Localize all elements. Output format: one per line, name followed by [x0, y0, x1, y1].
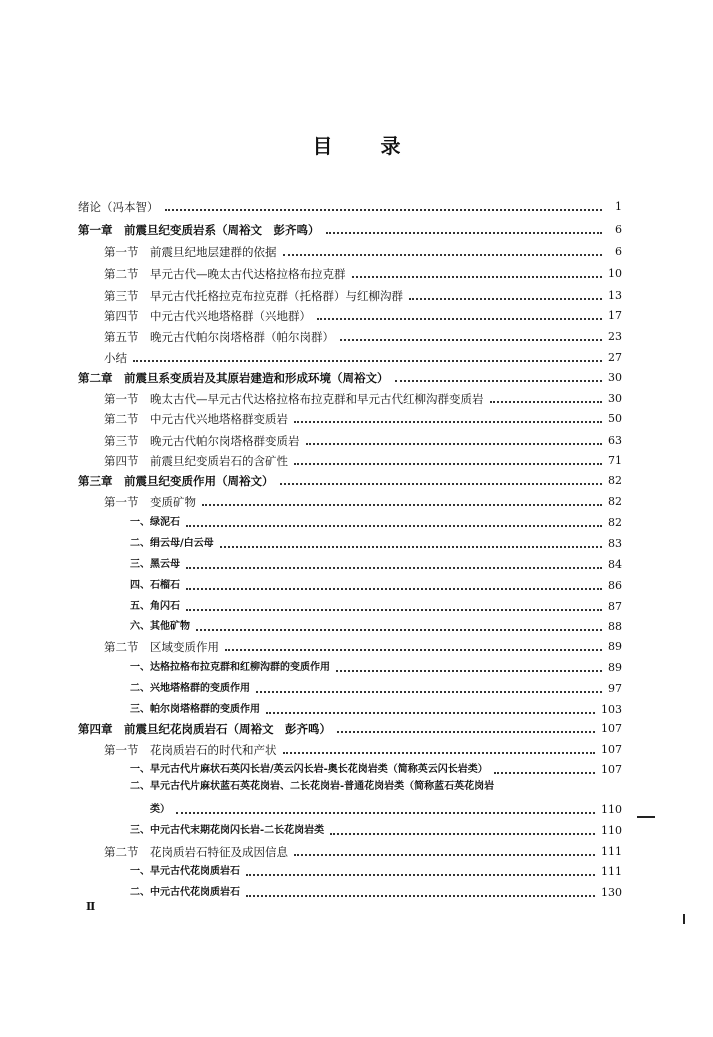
toc-entry-title: 四、石榴石	[130, 580, 180, 591]
leader-dots	[186, 567, 602, 569]
toc-page-number: 110	[601, 824, 622, 837]
leader-dots	[326, 232, 603, 234]
leader-dots	[336, 670, 602, 672]
toc-entry-subsection[interactable]	[130, 859, 622, 879]
toc-entry-title: 一、早元古代花岗质岩石	[130, 866, 240, 877]
leader-dots	[196, 629, 602, 631]
leader-dots	[246, 895, 595, 897]
toc-entry-chapter-2[interactable]	[78, 365, 622, 385]
scan-mark	[683, 914, 685, 924]
toc-entry-title: 第四节 前震旦纪变质岩石的含矿性	[104, 454, 288, 468]
toc-entry-title: 第三节 早元古代托格拉克布拉克群（托格群）与红柳沟群	[104, 289, 403, 303]
toc-page-number: 13	[608, 289, 622, 302]
toc-entry-subsection[interactable]	[130, 697, 622, 717]
toc-entry-title: 一、达格拉格布拉克群和红柳沟群的变质作用	[130, 662, 330, 673]
toc-entry-title: 第二节 中元古代兴地塔格群变质岩	[104, 412, 288, 426]
toc-entry-title: 二、兴地塔格群的变质作用	[130, 683, 250, 694]
leader-dots	[186, 588, 602, 590]
toc-entry-title: 三、黑云母	[130, 559, 180, 570]
toc-entry-title: 绪论（冯本智）	[78, 200, 159, 214]
toc-page-number: 111	[601, 845, 622, 858]
toc-entry-section[interactable]	[104, 489, 622, 509]
toc-page-number: 83	[608, 537, 622, 550]
leader-dots	[340, 339, 602, 341]
toc-page-number: 30	[608, 392, 622, 405]
toc-entry-title: 六、其他矿物	[130, 621, 190, 632]
leader-dots	[294, 421, 602, 423]
leader-dots	[395, 380, 603, 382]
page-folio: Ⅱ	[86, 900, 96, 913]
leader-dots	[330, 833, 595, 835]
leader-dots	[133, 360, 602, 362]
toc-entry-section[interactable]	[104, 324, 622, 344]
leader-dots	[306, 443, 603, 445]
toc-entry-title: 三、帕尔岗塔格群的变质作用	[130, 704, 260, 715]
toc-page-number: 111	[601, 865, 622, 878]
toc-entry-title: 第二章 前震旦系变质岩及其原岩建造和形成环境（周裕文）	[78, 371, 389, 385]
leader-dots	[266, 712, 595, 714]
toc-entry-section[interactable]	[104, 634, 622, 654]
toc-page-number: 89	[608, 640, 622, 653]
toc-page-number: 6	[615, 223, 622, 236]
toc-entry-subsection-continued[interactable]	[150, 797, 622, 817]
toc-page-number: 82	[608, 474, 622, 487]
toc-entry-title: 第一节 变质矿物	[104, 495, 196, 509]
leader-dots	[246, 874, 595, 876]
toc-page-number: 63	[608, 434, 622, 447]
toc-page-number: 88	[608, 620, 622, 633]
toc-entry-chapter-3[interactable]	[78, 468, 622, 488]
toc-entry-title: 二、中元古代花岗质岩石	[130, 887, 240, 898]
toc-page-number: 30	[608, 371, 622, 384]
toc-page-number: 82	[608, 495, 622, 508]
toc-entry-subsection[interactable]	[130, 531, 622, 551]
toc-page-number: 97	[608, 682, 622, 695]
toc-entry-chapter-4[interactable]	[78, 716, 622, 736]
toc-page-number: 23	[608, 330, 622, 343]
toc-entry-title: 第一节 前震旦纪地层建群的依据	[104, 245, 277, 259]
toc-entry-title: 第二节 区域变质作用	[104, 640, 219, 654]
toc-entry-title: 二、绢云母/白云母	[130, 538, 214, 549]
leader-dots	[186, 609, 602, 611]
toc-entry-section[interactable]	[104, 261, 622, 281]
toc-entry-subsection[interactable]	[130, 614, 622, 634]
toc-entry-title: 一、绿泥石	[130, 517, 180, 528]
toc-entry-section[interactable]	[104, 428, 622, 448]
toc-entry-title: 第一节 花岗质岩石的时代和产状	[104, 743, 277, 757]
toc-page-number: 89	[608, 661, 622, 674]
toc-entry-title: 第一节 晚太古代—早元古代达格拉格布拉克群和早元古代红柳沟群变质岩	[104, 392, 484, 406]
toc-entry-subsection[interactable]	[130, 573, 622, 593]
toc-entry-section[interactable]	[104, 303, 622, 323]
leader-dots	[225, 649, 602, 651]
toc-page-number: 10	[608, 267, 622, 280]
toc-page-number: 103	[601, 703, 622, 716]
toc-entry-title: 第二节 早元古代—晚太古代达格拉格布拉克群	[104, 267, 346, 281]
toc-entry-title: 第四节 中元古代兴地塔格群（兴地群）	[104, 309, 311, 323]
toc-page-number: 107	[601, 743, 622, 756]
leader-dots	[283, 752, 596, 754]
toc-entry-subsection[interactable]	[130, 880, 622, 900]
toc-page-number: 130	[601, 886, 622, 899]
leader-dots	[337, 731, 595, 733]
toc-page-number: 27	[608, 351, 622, 364]
toc-entry-title: 第二节 花岗质岩石特征及成因信息	[104, 845, 288, 859]
scan-mark	[637, 816, 655, 818]
toc-entry-section[interactable]	[104, 239, 622, 259]
toc-entry-section[interactable]	[104, 448, 622, 468]
leader-dots	[283, 254, 603, 256]
toc-page-number: 71	[608, 454, 622, 467]
toc-page-number: 1	[615, 200, 622, 213]
leader-dots	[294, 463, 602, 465]
toc-page-number: 107	[601, 722, 622, 735]
page-title-char-2: 录	[380, 134, 401, 158]
leader-dots	[352, 276, 603, 278]
toc-entry-title: 第一章 前震旦纪变质岩系（周裕文 彭齐鸣）	[78, 223, 320, 237]
leader-dots	[220, 546, 602, 548]
leader-dots	[490, 401, 603, 403]
toc-entry-subsection[interactable]	[130, 655, 622, 675]
toc-entry-title: 小结	[104, 351, 127, 365]
leader-dots	[294, 854, 595, 856]
toc-entry-title: 一、早元古代片麻状石英闪长岩/英云闪长岩-奥长花岗岩类（简称英云闪长岩类）	[130, 764, 488, 775]
toc-entry-title: 三、中元古代末期花岗闪长岩-二长花岗岩类	[130, 825, 325, 836]
toc-entry-title: 第五节 晚元古代帕尔岗塔格群（帕尔岗群）	[104, 330, 334, 344]
leader-dots	[176, 812, 595, 814]
toc-entry-subsection[interactable]	[130, 594, 622, 614]
toc-entry-intro[interactable]	[78, 194, 622, 214]
toc-page-number: 87	[608, 600, 622, 613]
toc-page-number: 107	[601, 763, 622, 776]
toc-page-number: 17	[608, 309, 622, 322]
toc-page-number: 86	[608, 579, 622, 592]
toc-entry-subsection[interactable]	[130, 676, 622, 696]
leader-dots	[317, 318, 602, 320]
toc-entry-section[interactable]	[104, 386, 622, 406]
toc-entry-title: 第三章 前震旦纪变质作用（周裕文）	[78, 474, 274, 488]
leader-dots	[280, 483, 603, 485]
toc-page-number: 84	[608, 558, 622, 571]
toc-page-number: 110	[601, 803, 622, 816]
toc-page-number: 82	[608, 516, 622, 529]
toc-entry-chapter-1[interactable]	[78, 217, 622, 237]
toc-entry-subsection[interactable]	[130, 774, 622, 794]
toc-entry-section[interactable]	[104, 839, 622, 859]
toc-entry-title: 二、早元古代片麻状蓝石英花岗岩、二长花岗岩-普通花岗岩类（简称蓝石英花岗岩	[130, 781, 495, 792]
toc-entry-title: 第三节 晚元古代帕尔岗塔格群变质岩	[104, 434, 300, 448]
toc-entry-summary[interactable]	[104, 345, 622, 365]
page-title-char-1: 目	[312, 134, 333, 158]
toc-entry-title: 类）	[150, 804, 170, 815]
toc-page-number: 6	[615, 245, 622, 258]
toc-page-number: 50	[608, 412, 622, 425]
leader-dots	[409, 298, 602, 300]
leader-dots	[256, 691, 602, 693]
toc-entry-section[interactable]	[104, 283, 622, 303]
toc-entry-title: 五、角闪石	[130, 601, 180, 612]
toc-entry-subsection[interactable]	[130, 510, 622, 530]
toc-entry-section[interactable]	[104, 737, 622, 757]
toc-entry-section[interactable]	[104, 406, 622, 426]
toc-entry-subsection[interactable]	[130, 818, 622, 838]
toc-entry-subsection[interactable]	[130, 552, 622, 572]
leader-dots	[186, 525, 602, 527]
leader-dots	[202, 504, 602, 506]
toc-entry-title: 第四章 前震旦纪花岗质岩石（周裕文 彭齐鸣）	[78, 722, 331, 736]
leader-dots	[165, 209, 603, 211]
